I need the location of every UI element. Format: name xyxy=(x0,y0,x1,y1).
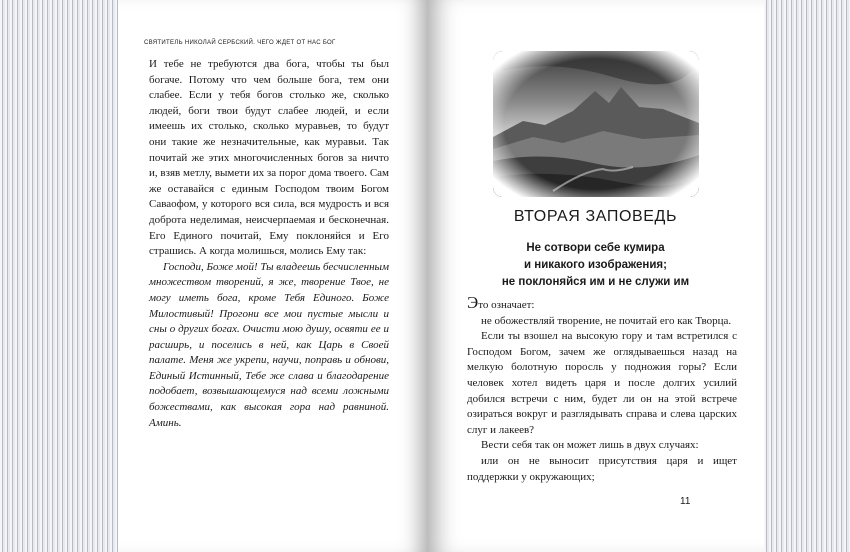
subtitle-line: не поклоняйся им и не служи им xyxy=(501,276,690,288)
right-paragraph: или он не выносит присутствия царя и ищет поддержки у окружающих; xyxy=(467,454,737,483)
prayer-text: Господи, Боже мой! Ты владеешь бесчисленным множеством творений, я же, творение Твое, не могу иметь бога, кроме Тебя Единого. Боже Милостивый! Прогони все мои пустые мысли и сны о других богах. Очисти мою душу, освяти ее и расширь, и поселись в ней, как Царь в Своей палате. Меня же укрепи, научи, поправь и обнови, Единый Истинный, Тебе же слава и благодарение подобает, возвышающемуся над всеми ложными божествами, как высокая гора над равниной. Аминь. xyxy=(149,260,389,429)
right-paragraph: Вести себя так он может лишь в двух случаях: xyxy=(481,439,699,452)
subtitle-line: и никакого изображения; xyxy=(524,259,667,271)
book-page-edges-left xyxy=(0,0,118,552)
right-paragraph: не обожествляй творение, не почитай его как Творца. xyxy=(481,314,732,327)
running-head: СВЯТИТЕЛЬ НИКОЛАЙ СЕРБСКИЙ. ЧЕГО ЖДЕТ ОТ НАС БОГ xyxy=(144,39,336,46)
chapter-subtitle xyxy=(427,240,764,291)
chapter-title: ВТОРАЯ ЗАПОВЕДЬ xyxy=(513,208,678,225)
right-paragraph: Если ты взошел на высокую гору и там встретился с Господом Богом, зачем же оглядываешься назад на мелкую болотную поросль у подножия горы? Если человек хотел видеть царя и после долгих усилий добился встречи с ним, будет ли он на этой встрече озираться вокруг и разглядывать справа и слева царских слуг и лакеев? xyxy=(467,330,737,436)
book-page-edges-right xyxy=(764,0,850,552)
mountain-landscape-illustration xyxy=(493,51,699,197)
drop-cap: Э xyxy=(467,293,479,312)
left-page xyxy=(118,0,427,552)
right-page xyxy=(427,0,764,552)
right-text-block xyxy=(467,293,737,485)
left-text-block xyxy=(149,57,389,431)
left-paragraph: И тебе не требуются два бога, чтобы ты был богаче. Потому что чем больше бога, тем они слабее. Если у тебя богов столько же, сколько людей, боги твои будут слабее людей, и если имеешь их столько, сколько муравьев, то будут они такие же незначительные, как муравьи. Так почитай же этих многочисленных богов за ничто и, взяв метлу, вымети их за порог дома твоего. Сам же оставайся с единым Господом твоим Богом Саваофом, у которого вся сила, вся мудрость и вся доброта неделимая, неисчерпаемая и бесконечная. Его Единого почитай, Ему поклоняйся и Его страшись. А когда молишься, молись Ему так: xyxy=(149,58,389,258)
page-number: 11 xyxy=(680,496,691,507)
intro-line xyxy=(467,293,737,314)
subtitle-line: Не сотвори себе кумира xyxy=(526,242,665,254)
intro-rest: то означает: xyxy=(478,299,535,311)
